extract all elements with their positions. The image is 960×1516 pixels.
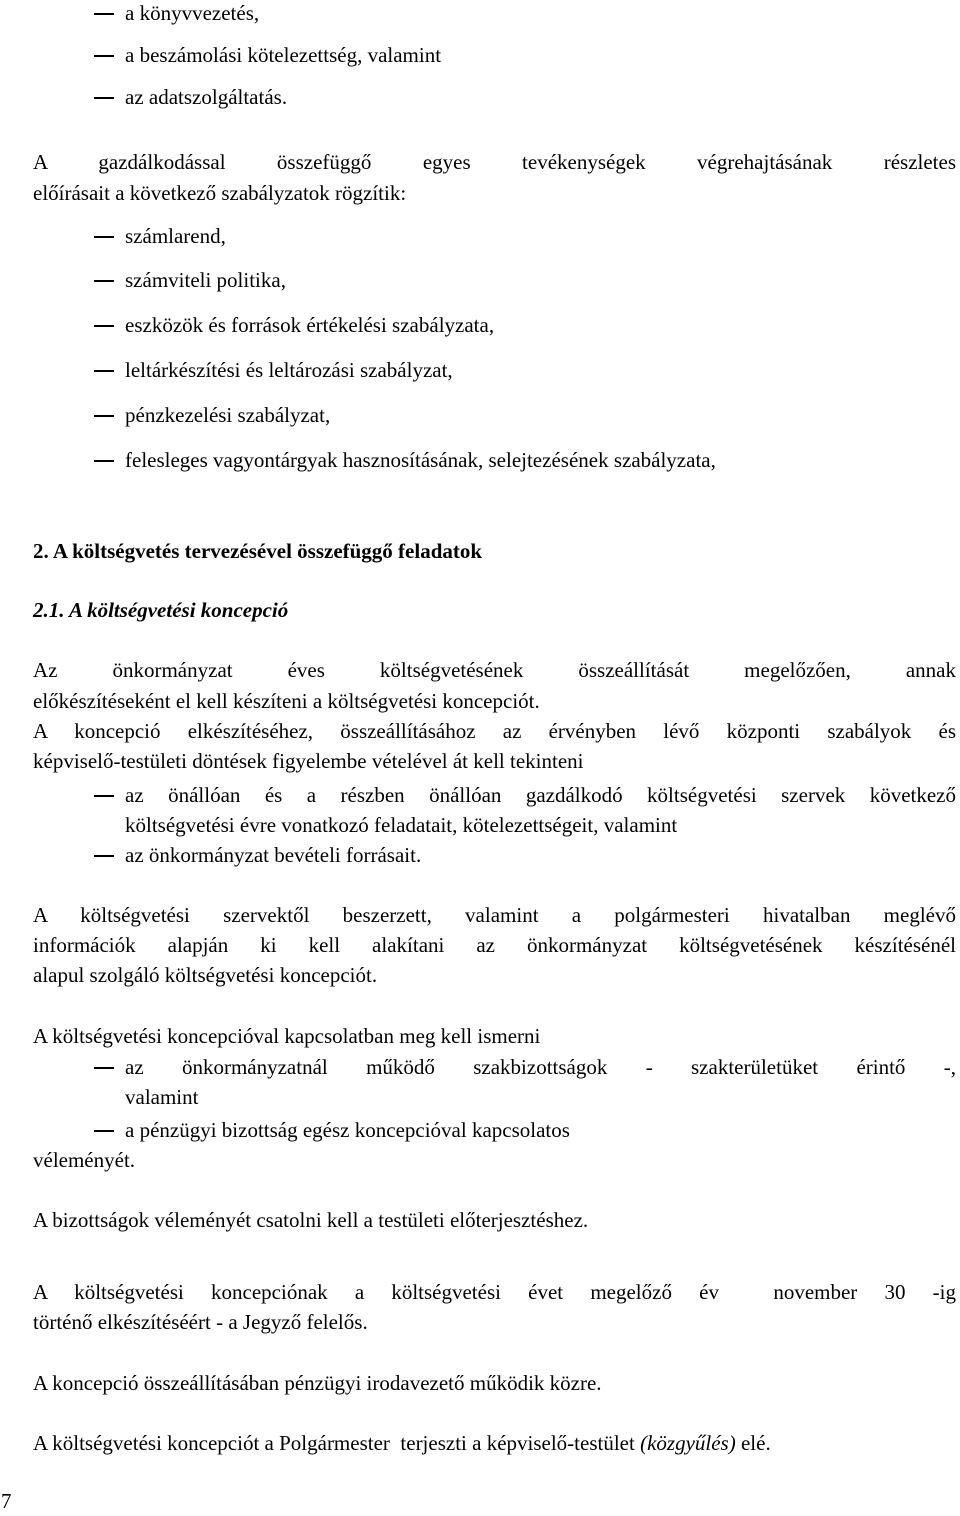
list-dash (94, 13, 114, 15)
list-dash (94, 1130, 114, 1132)
paragraph-line: véleményét. (33, 1148, 136, 1172)
paragraph-line: A koncepció összeállításában pénzügyi irodavezető működik közre. (33, 1371, 602, 1395)
paragraph-line: A gazdálkodással összefüggő egyes tevékenységek végrehajtásának részletes (33, 150, 956, 174)
list-item: eszközök és források értékelési szabályzata, (125, 313, 495, 337)
paragraph-line: A költségvetési szervektől beszerzett, valamint a polgármesteri hivatalban meglévő (33, 903, 956, 927)
list-item: számlarend, (125, 224, 226, 248)
paragraph-italic-text: (közgyűlés) (640, 1431, 736, 1455)
list-item: a beszámolási kötelezettség, valamint (125, 43, 442, 67)
paragraph-line: Az önkormányzat éves költségvetésének összeállítását megelőzően, annak (33, 658, 956, 682)
list-item: a könyvvezetés, (125, 1, 260, 25)
list-dash (94, 1067, 114, 1069)
paragraph-line: A koncepció elkészítéséhez, összeállításához az érvényben lévő központi szabályok és (33, 719, 956, 743)
list-dash (94, 236, 114, 238)
paragraph-line: alapul szolgáló költségvetési koncepciót. (33, 963, 378, 987)
paragraph-line: előírásait a következő szabályzatok rögzítik: (33, 181, 407, 205)
list-dash (94, 55, 114, 57)
paragraph-text: A költségvetési koncepciót a Polgármester terjeszti a képviselő-testület (33, 1431, 641, 1455)
subsection-heading: 2.1. A költségvetési koncepció (33, 598, 289, 622)
list-item-continuation: költségvetési évre vonatkozó feladatait, kötelezettségeit, valamint (125, 813, 678, 837)
paragraph-line: képviselő-testületi döntések figyelembe vételével át kell tekinteni (33, 749, 584, 773)
paragraph-line: A költségvetési koncepcióval kapcsolatban meg kell ismerni (33, 1024, 541, 1048)
list-item: a pénzügyi bizottság egész koncepcióval kapcsolatos (125, 1118, 570, 1142)
list-dash (94, 855, 114, 857)
list-item: pénzkezelési szabályzat, (125, 403, 331, 427)
paragraph-line: A költségvetési koncepciónak a költségvetési évet megelőző év november 30 -ig (33, 1280, 956, 1304)
list-item-continuation: valamint (125, 1085, 199, 1109)
list-item: az adatszolgáltatás. (125, 85, 288, 109)
list-dash (94, 370, 114, 372)
list-item: az önállóan és a részben önállóan gazdálkodó költségvetési szervek következő (125, 783, 956, 807)
list-item: az önkormányzat bevételi forrásait. (125, 843, 422, 867)
list-dash (94, 325, 114, 327)
paragraph-text: elé. (735, 1431, 771, 1455)
list-dash (94, 97, 114, 99)
list-item: felesleges vagyontárgyak hasznosításának, selejtezésének szabályzata, (125, 448, 716, 472)
list-dash (94, 415, 114, 417)
section-heading: 2. A költségvetés tervezésével összefüggő feladatok (33, 539, 483, 563)
list-dash (94, 280, 114, 282)
list-dash (94, 795, 114, 797)
list-item: leltárkészítési és leltározási szabályzat, (125, 358, 453, 382)
paragraph-line: előkészítéseként el kell készíteni a költségvetési koncepciót. (33, 689, 540, 713)
paragraph-line: történő elkészítéséért - a Jegyző felelős. (33, 1310, 368, 1334)
paragraph-line: A bizottságok véleményét csatolni kell a testületi előterjesztéshez. (33, 1208, 589, 1232)
list-item: számviteli politika, (125, 268, 286, 292)
paragraph-line (33, 1430, 771, 1456)
list-dash (94, 460, 114, 462)
paragraph-line: információk alapján ki kell alakítani az önkormányzat költségvetésének készítésénél (33, 933, 956, 957)
list-item: az önkormányzatnál működő szakbizottságok - szakterületüket érintő -, (125, 1055, 956, 1079)
page-number: 7 (1, 1489, 12, 1513)
